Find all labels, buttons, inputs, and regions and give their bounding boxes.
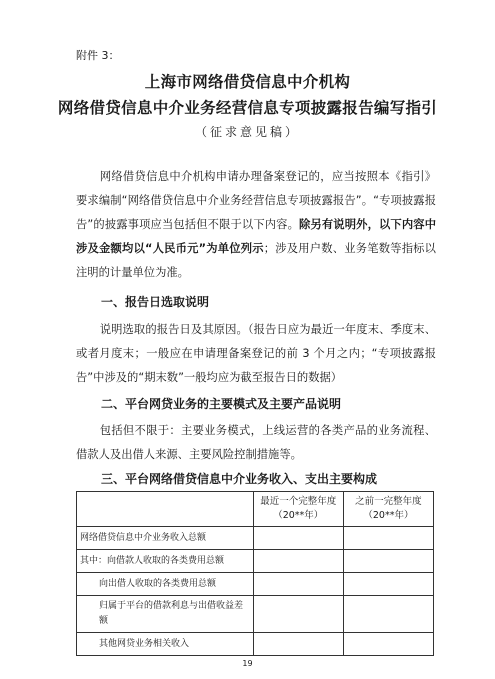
row-value-recent xyxy=(253,596,343,633)
table-row xyxy=(77,596,434,633)
intro-text-bold: 除另有说明外，以下内容中涉及金额均以“人民币元”为单位列示 xyxy=(76,218,436,255)
row-prefix: 其中： xyxy=(80,556,108,566)
row-value-prior xyxy=(343,550,433,573)
row-value-prior xyxy=(343,633,433,656)
section3-heading: 三、平台网络借贷信息中介业务收入、支出主要构成 xyxy=(101,472,378,486)
attachment-label: 附件 3： xyxy=(76,49,120,62)
row-value-recent xyxy=(253,550,343,573)
row-label: 归属于平台的借款利息与出借收益差额 xyxy=(77,596,254,633)
intro-paragraph xyxy=(76,165,436,285)
row-value-prior xyxy=(343,596,433,633)
document-title-line1: 上海市网络借贷信息中介机构 xyxy=(144,73,351,91)
intro-text-part1: 网络借贷信息中介机构申请办理备案登记的，应当按照本《指引》要求编制“网络借贷信息中介业务经营信息专项披露报告”。“专项披露报告”的披露事项应当包括但不限于以下内容。 xyxy=(76,170,436,231)
row-value-prior xyxy=(343,527,433,550)
row-label: 其他网贷业务相关收入 xyxy=(77,633,254,656)
document-subtitle: （征求意见稿） xyxy=(194,125,300,139)
header-recent-year-line2: （20**年） xyxy=(273,510,324,521)
header-blank-cell xyxy=(77,492,254,527)
section1-body: 说明选取的报告日及其原因。（报告日应为最近一年度末、季度末、或者月度末；一般应在申请理备案登记的前 3 个月之内；“专项披露报告”中涉及的“期末数”一般均应为截至报告日的数据） xyxy=(76,323,436,384)
section2-heading: 二、平台网贷业务的主要模式及主要产品说明 xyxy=(101,397,342,411)
header-prior-year xyxy=(343,492,433,527)
row-value-recent xyxy=(253,527,343,550)
row-label xyxy=(77,550,254,573)
row-value-recent xyxy=(253,633,343,656)
intro-text-part2: ；涉及用户数、业务笔数等指标以注明的计量单位为准。 xyxy=(76,242,436,279)
header-recent-year xyxy=(253,492,343,527)
header-prior-year-line1: 之前一完整年度 xyxy=(355,496,422,507)
table-row xyxy=(77,573,434,596)
page-number: 19 xyxy=(242,659,253,668)
document-title-line2: 网络借贷信息中介业务经营信息专项披露报告编写指引 xyxy=(57,99,438,117)
header-recent-year-line1: 最近一个完整年度 xyxy=(260,496,337,507)
table-row xyxy=(77,527,434,550)
table-row xyxy=(77,633,434,656)
header-prior-year-line2: （20**年） xyxy=(363,510,414,521)
section1-heading: 一、报告日选取说明 xyxy=(101,295,210,309)
section2-body: 包括但不限于：主要业务模式，上线运营的各类产品的业务流程、借款人及出借人来源、主要风险控制措施等。 xyxy=(76,424,436,461)
row-value-recent xyxy=(253,573,343,596)
table-header-row xyxy=(77,492,434,527)
row-label: 网络借贷信息中介业务收入总额 xyxy=(77,527,254,550)
income-expense-table xyxy=(76,491,434,656)
row-label: 向出借人收取的各类费用总额 xyxy=(77,573,254,596)
row-label-text: 向借款人收取的各类费用总额 xyxy=(107,556,225,566)
table-row xyxy=(77,550,434,573)
row-value-prior xyxy=(343,573,433,596)
